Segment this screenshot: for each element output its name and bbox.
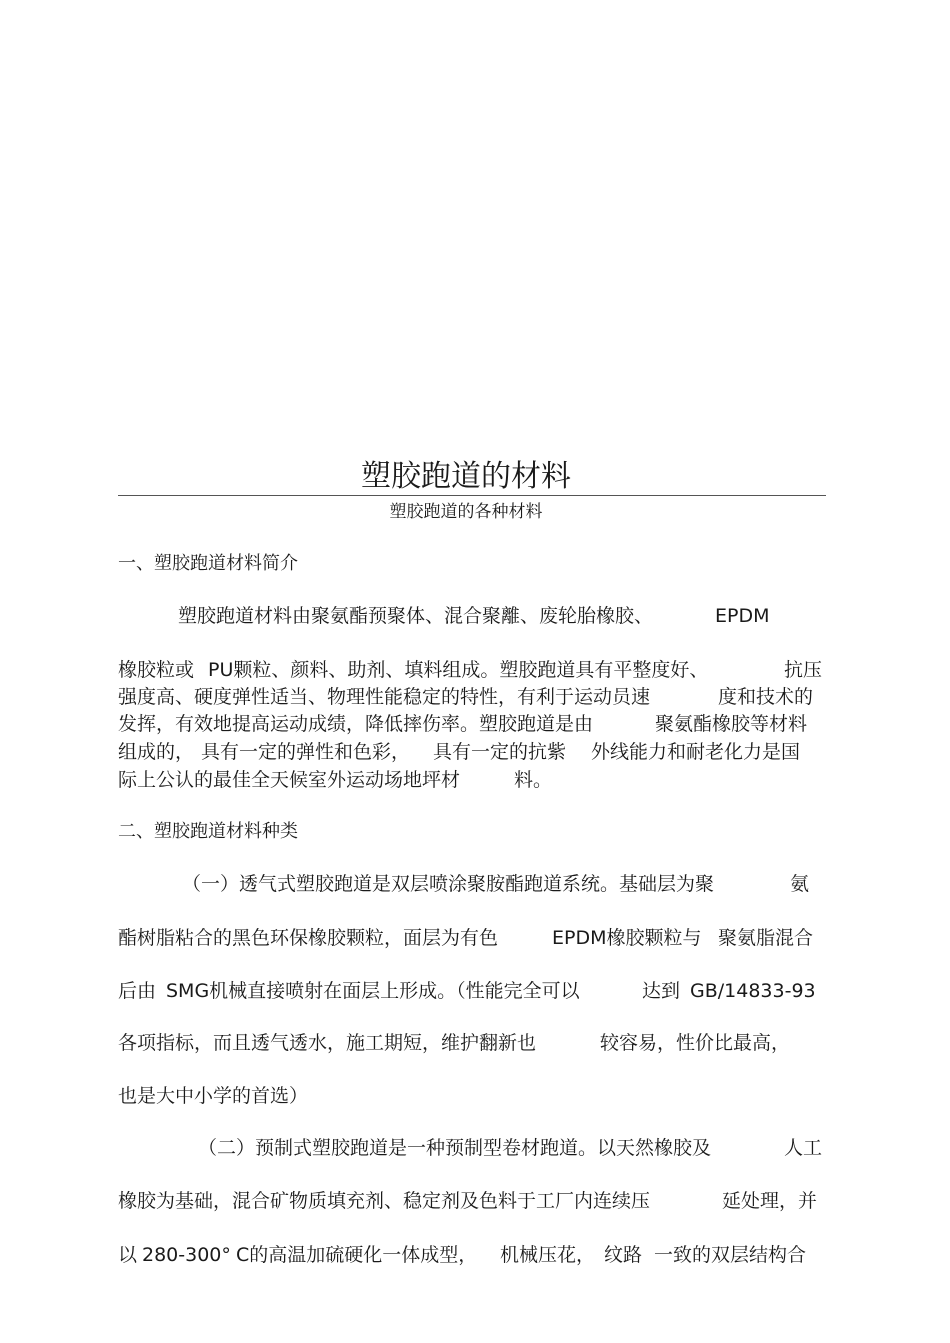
text-segment: 纹路 — [604, 1244, 643, 1266]
text-segment: （一）透气式塑胶跑道是双层喷涂聚胺酯跑道系统。基础层为聚 — [182, 873, 715, 895]
text-segment: SMG机械直接喷射在面层上形成。（性能完全可以 — [166, 980, 580, 1002]
text-segment: 280-300° — [142, 1244, 231, 1266]
text-segment: 聚氨酯橡胶等材料 — [655, 713, 808, 735]
text-segment: 外线能力和耐老化力是国 — [591, 741, 801, 763]
text-segment: 塑胶跑道材料由聚氨酯预聚体、混合聚離、废轮胎橡胶、 — [178, 605, 654, 627]
section-heading: 二、塑胶跑道材料种类 — [118, 821, 298, 842]
text-segment: 橡胶粒或 — [118, 659, 195, 681]
document-subtitle: 塑胶跑道的各种材料 — [389, 502, 543, 522]
text-segment: 后由 — [118, 980, 157, 1002]
text-segment: 强度高、硬度弹性适当、物理性能稳定的特性，有利于运动员速 — [118, 686, 651, 708]
text-segment: EPDM — [715, 605, 770, 627]
title-divider — [118, 495, 826, 496]
text-segment: 发挥，有效地提高运动成绩，降低摔伤率。塑胶跑道是由 — [118, 713, 594, 735]
text-segment: 具有一定的抗紫 — [433, 741, 567, 763]
text-segment: EPDM橡胶颗粒与 — [552, 927, 702, 949]
text-segment: 抗压 — [784, 659, 823, 681]
text-segment: 料。 — [514, 769, 553, 791]
text-segment: 聚氨脂混合 — [718, 927, 814, 949]
section-heading: 一、塑胶跑道材料简介 — [118, 553, 298, 574]
text-segment: （二）预制式塑胶跑道是一种预制型卷材跑道。以天然橡胶及 — [198, 1137, 712, 1159]
text-segment: 氨 — [790, 873, 810, 895]
text-segment: 酯树脂粘合的黑色环保橡胶颗粒，面层为有色 — [118, 927, 499, 949]
text-segment: 际上公认的最佳全天候室外运动场地坪材 — [118, 769, 461, 791]
text-segment: 各项指标，而且透气透水，施工期短，维护翻新也 — [118, 1032, 537, 1054]
text-segment: 组成的， — [118, 741, 195, 763]
text-segment: 具有一定的弹性和色彩， — [201, 741, 411, 763]
text-segment: 度和技术的 — [718, 686, 814, 708]
text-segment: 一致的双层结构合 — [654, 1244, 807, 1266]
text-segment: PU颗粒、颜料、助剂、填料组成。塑胶跑道具有平整度好、 — [208, 659, 709, 681]
text-segment: 人工 — [784, 1137, 823, 1159]
text-segment: GB/14833-93 — [690, 980, 816, 1002]
text-segment: 达到 — [642, 980, 681, 1002]
text-segment: 机械压花， — [500, 1244, 596, 1266]
text-segment: 以 — [118, 1244, 138, 1266]
text-segment: 较容易，性价比最高， — [600, 1032, 791, 1054]
text-segment: 橡胶为基础，混合矿物质填充剂、稳定剂及色料于工厂内连续压 — [118, 1190, 651, 1212]
text-segment: C的高温加硫硬化一体成型， — [236, 1244, 478, 1266]
document-title: 塑胶跑道的材料 — [361, 459, 571, 494]
text-segment: 也是大中小学的首选） — [118, 1085, 309, 1107]
text-segment: 延处理，并 — [722, 1190, 818, 1212]
